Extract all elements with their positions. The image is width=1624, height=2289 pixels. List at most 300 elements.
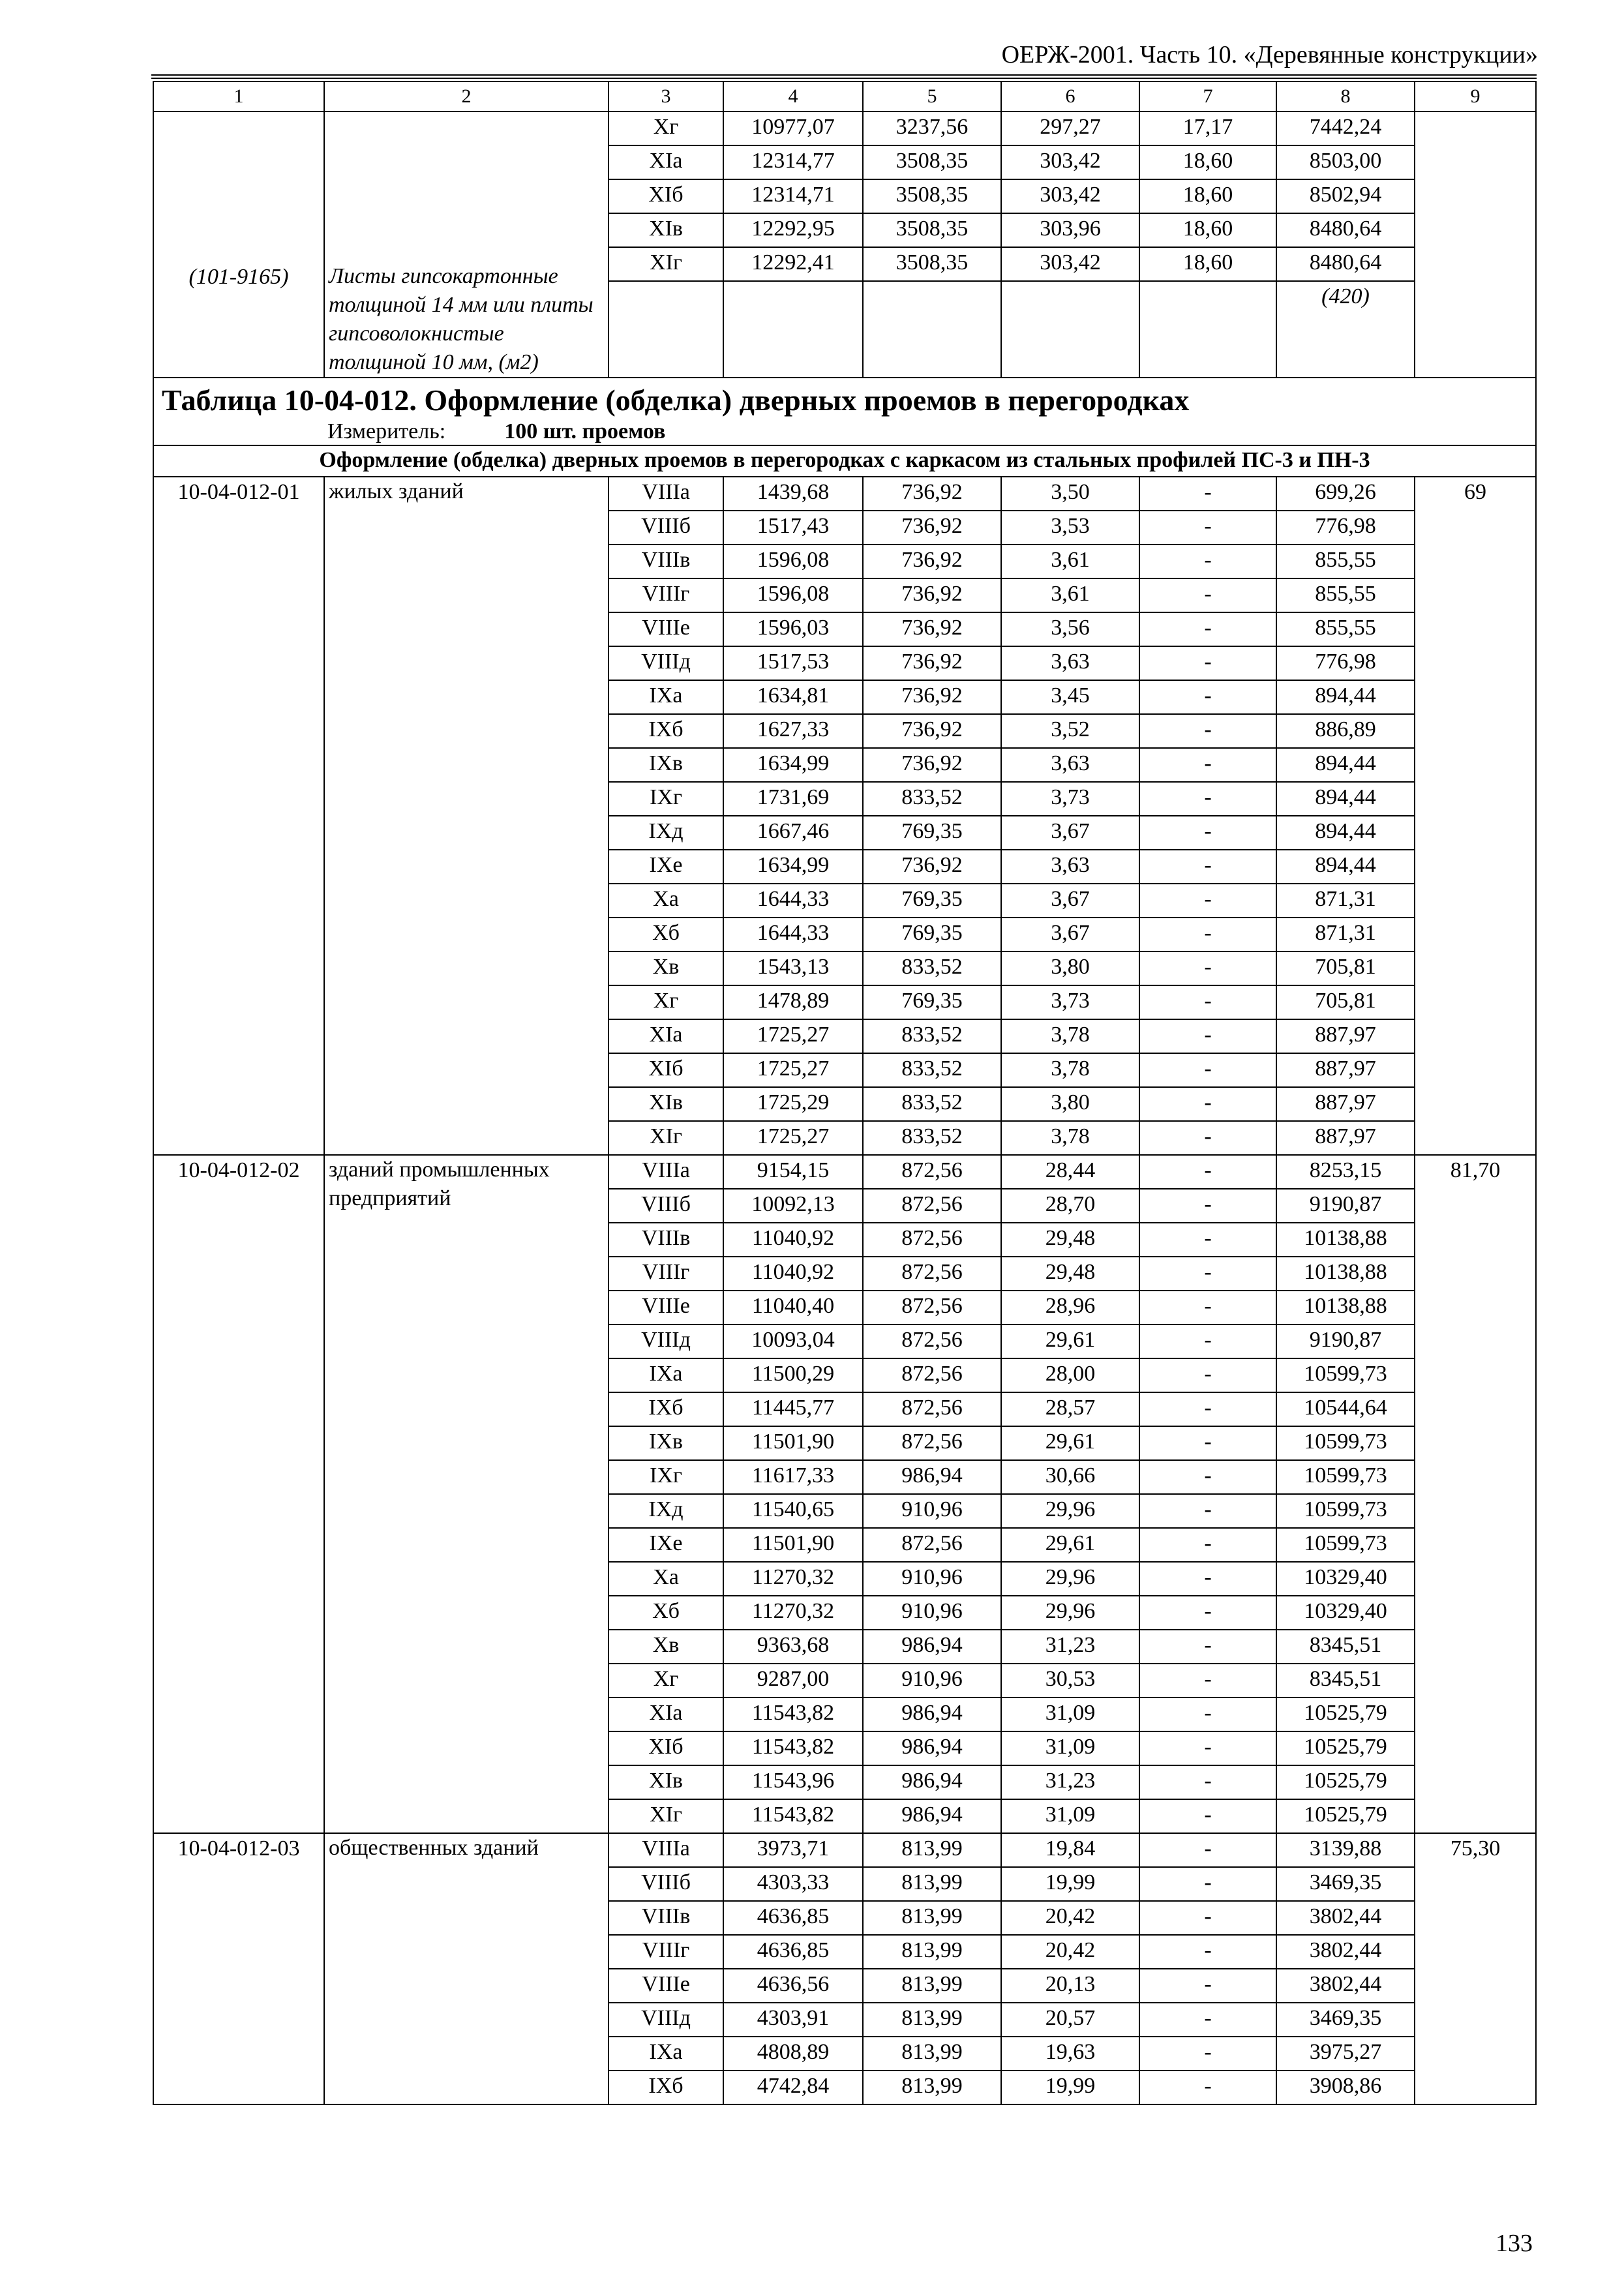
- value-cell: -: [1139, 2003, 1276, 2037]
- value-cell: 3508,35: [863, 145, 1001, 179]
- value-cell: XIв: [609, 1765, 723, 1799]
- subheader-row: [153, 445, 1536, 477]
- empty-cell: [1139, 281, 1276, 378]
- value-cell: VIIIв: [609, 1223, 723, 1257]
- value-cell: 1543,13: [723, 951, 863, 985]
- value-cell: 887,97: [1276, 1087, 1415, 1121]
- running-header: ОЕРЖ-2001. Часть 10. «Деревянные конструкции»: [1001, 41, 1538, 68]
- value-cell: -: [1139, 2071, 1276, 2104]
- value-cell: -: [1139, 680, 1276, 714]
- value-cell: XIв: [609, 213, 723, 247]
- value-cell: IXе: [609, 850, 723, 884]
- value-cell: 3,52: [1001, 714, 1139, 748]
- value-cell: 303,42: [1001, 145, 1139, 179]
- value-cell: -: [1139, 477, 1276, 511]
- name-cell: зданий промышленных предприятий: [324, 1155, 609, 1833]
- value-cell: -: [1139, 578, 1276, 612]
- value-cell: -: [1139, 1562, 1276, 1596]
- value-cell: -: [1139, 1324, 1276, 1358]
- empty-cell: [723, 281, 863, 378]
- value-cell: VIIIб: [609, 511, 723, 545]
- empty-cell: [863, 281, 1001, 378]
- value-cell: 10329,40: [1276, 1596, 1415, 1630]
- value-cell: 31,23: [1001, 1765, 1139, 1799]
- value-cell: 8503,00: [1276, 145, 1415, 179]
- value-cell: 29,61: [1001, 1324, 1139, 1358]
- value-cell: 3,78: [1001, 1121, 1139, 1155]
- value-cell: VIIIг: [609, 1935, 723, 1969]
- value-cell: 872,56: [863, 1189, 1001, 1223]
- value-cell: IXб: [609, 1392, 723, 1426]
- value-cell: 28,70: [1001, 1189, 1139, 1223]
- value-cell: 3,56: [1001, 612, 1139, 646]
- value-cell: 4636,85: [723, 1935, 863, 1969]
- value-cell: 769,35: [863, 985, 1001, 1019]
- value-cell: -: [1139, 1291, 1276, 1324]
- value-cell: 813,99: [863, 2003, 1001, 2037]
- value-cell: XIа: [609, 1698, 723, 1731]
- value-cell: 894,44: [1276, 680, 1415, 714]
- value-cell: 11040,92: [723, 1223, 863, 1257]
- value-cell: 1644,33: [723, 918, 863, 951]
- value-cell: 11540,65: [723, 1494, 863, 1528]
- value-cell: VIIIв: [609, 545, 723, 578]
- value-cell: 19,63: [1001, 2037, 1139, 2071]
- value-cell: 894,44: [1276, 782, 1415, 816]
- value-cell: 11617,33: [723, 1460, 863, 1494]
- value-cell: -: [1139, 918, 1276, 951]
- value-cell: 1596,08: [723, 545, 863, 578]
- value-cell: 3469,35: [1276, 1867, 1415, 1901]
- value-cell: 303,42: [1001, 247, 1139, 281]
- value-cell: Xа: [609, 1562, 723, 1596]
- value-cell: -: [1139, 1867, 1276, 1901]
- table-body: [153, 82, 1536, 2104]
- value-cell: -: [1139, 1019, 1276, 1053]
- column-number: 1: [153, 82, 324, 112]
- value-cell: -: [1139, 985, 1276, 1019]
- value-cell: -: [1139, 1935, 1276, 1969]
- col9-cell: 75,30: [1415, 1833, 1536, 2104]
- value-cell: -: [1139, 1596, 1276, 1630]
- value-cell: 9287,00: [723, 1664, 863, 1698]
- value-cell: 30,66: [1001, 1460, 1139, 1494]
- value-cell: 9190,87: [1276, 1324, 1415, 1358]
- value-cell: 20,13: [1001, 1969, 1139, 2003]
- value-cell: 10525,79: [1276, 1765, 1415, 1799]
- value-cell: -: [1139, 1189, 1276, 1223]
- measure-line: [158, 419, 1531, 445]
- value-cell: VIIIд: [609, 1324, 723, 1358]
- value-cell: -: [1139, 1426, 1276, 1460]
- value-cell: 11270,32: [723, 1596, 863, 1630]
- value-cell: Xв: [609, 1630, 723, 1664]
- value-cell: 20,42: [1001, 1935, 1139, 1969]
- header-rule-double: [151, 78, 1537, 79]
- value-cell: 11500,29: [723, 1358, 863, 1392]
- value-cell: 1667,46: [723, 816, 863, 850]
- value-cell: -: [1139, 1121, 1276, 1155]
- table-row: [153, 112, 1536, 145]
- value-cell: 4636,56: [723, 1969, 863, 2003]
- value-cell: IXе: [609, 1528, 723, 1562]
- value-cell: IXа: [609, 680, 723, 714]
- value-cell: 19,84: [1001, 1833, 1139, 1867]
- value-cell: IXд: [609, 1494, 723, 1528]
- value-cell: 3,73: [1001, 985, 1139, 1019]
- value-cell: 29,61: [1001, 1528, 1139, 1562]
- value-cell: 19,99: [1001, 1867, 1139, 1901]
- value-cell: 28,57: [1001, 1392, 1139, 1426]
- value-cell: IXа: [609, 2037, 723, 2071]
- value-cell: 1596,08: [723, 578, 863, 612]
- value-cell: 10599,73: [1276, 1528, 1415, 1562]
- value-cell: 736,92: [863, 748, 1001, 782]
- value-cell: XIа: [609, 145, 723, 179]
- value-cell: 3139,88: [1276, 1833, 1415, 1867]
- value-cell: 10977,07: [723, 112, 863, 145]
- value-cell: 833,52: [863, 1121, 1001, 1155]
- value-cell: 31,09: [1001, 1698, 1139, 1731]
- value-cell: 986,94: [863, 1460, 1001, 1494]
- value-cell: 11543,82: [723, 1731, 863, 1765]
- value-cell: 10138,88: [1276, 1291, 1415, 1324]
- value-cell: -: [1139, 1223, 1276, 1257]
- value-cell: XIг: [609, 1799, 723, 1833]
- value-cell: 10544,64: [1276, 1392, 1415, 1426]
- measure-label: Измеритель:: [327, 419, 446, 443]
- value-cell: 11543,82: [723, 1799, 863, 1833]
- value-cell: 871,31: [1276, 884, 1415, 918]
- code-cell: (101-9165): [153, 112, 324, 378]
- value-cell: -: [1139, 1901, 1276, 1935]
- value-cell: 11501,90: [723, 1528, 863, 1562]
- value-cell: 986,94: [863, 1698, 1001, 1731]
- value-cell: VIIIг: [609, 1257, 723, 1291]
- value-cell: 776,98: [1276, 511, 1415, 545]
- value-cell: 9363,68: [723, 1630, 863, 1664]
- value-cell: 3,80: [1001, 951, 1139, 985]
- value-cell: 4636,85: [723, 1901, 863, 1935]
- value-cell: 29,48: [1001, 1223, 1139, 1257]
- value-cell: VIIIб: [609, 1189, 723, 1223]
- value-cell: Xг: [609, 112, 723, 145]
- value-cell: 872,56: [863, 1528, 1001, 1562]
- table-row: [153, 1833, 1536, 1867]
- value-cell: IXг: [609, 1460, 723, 1494]
- value-cell: 11543,82: [723, 1698, 863, 1731]
- col9-cell: [1415, 112, 1536, 378]
- value-cell: -: [1139, 2037, 1276, 2071]
- value-cell: -: [1139, 1969, 1276, 2003]
- price-table: [153, 81, 1537, 2105]
- value-cell: 813,99: [863, 1935, 1001, 1969]
- value-cell: 1731,69: [723, 782, 863, 816]
- value-cell: 4808,89: [723, 2037, 863, 2071]
- value-cell: -: [1139, 816, 1276, 850]
- table-row: [153, 477, 1536, 511]
- value-cell: 18,60: [1139, 247, 1276, 281]
- value-cell: 886,89: [1276, 714, 1415, 748]
- value-cell: Xа: [609, 884, 723, 918]
- value-cell: 29,96: [1001, 1494, 1139, 1528]
- value-cell: 736,92: [863, 680, 1001, 714]
- value-cell: 31,09: [1001, 1731, 1139, 1765]
- value-cell: 10093,04: [723, 1324, 863, 1358]
- value-cell: 872,56: [863, 1257, 1001, 1291]
- value-cell: VIIIб: [609, 1867, 723, 1901]
- value-cell: Xг: [609, 1664, 723, 1698]
- value-cell: 736,92: [863, 477, 1001, 511]
- value-cell: 11040,92: [723, 1257, 863, 1291]
- value-cell: 736,92: [863, 511, 1001, 545]
- value-cell: 910,96: [863, 1664, 1001, 1698]
- value-cell: 29,61: [1001, 1426, 1139, 1460]
- value-cell: 872,56: [863, 1426, 1001, 1460]
- value-cell: 887,97: [1276, 1019, 1415, 1053]
- value-cell: 1627,33: [723, 714, 863, 748]
- value-cell: 855,55: [1276, 612, 1415, 646]
- value-cell: 7442,24: [1276, 112, 1415, 145]
- value-cell: 8480,64: [1276, 247, 1415, 281]
- value-cell: VIIIе: [609, 612, 723, 646]
- value-cell: 12314,77: [723, 145, 863, 179]
- value-cell: 1478,89: [723, 985, 863, 1019]
- value-cell: VIIIд: [609, 2003, 723, 2037]
- value-cell: -: [1139, 646, 1276, 680]
- value-cell: 10138,88: [1276, 1223, 1415, 1257]
- value-cell: 813,99: [863, 2071, 1001, 2104]
- value-cell: 1439,68: [723, 477, 863, 511]
- column-number: 2: [324, 82, 609, 112]
- value-cell: 3469,35: [1276, 2003, 1415, 2037]
- value-cell: 3,67: [1001, 918, 1139, 951]
- value-cell: 3802,44: [1276, 1935, 1415, 1969]
- value-cell: 813,99: [863, 1901, 1001, 1935]
- value-cell: 3,53: [1001, 511, 1139, 545]
- value-cell: IXа: [609, 1358, 723, 1392]
- value-cell: 12292,41: [723, 247, 863, 281]
- value-cell: 28,44: [1001, 1155, 1139, 1189]
- value-cell: XIб: [609, 179, 723, 213]
- value-cell: 986,94: [863, 1731, 1001, 1765]
- value-cell: 3508,35: [863, 213, 1001, 247]
- value-cell: -: [1139, 1698, 1276, 1731]
- value-cell: 769,35: [863, 884, 1001, 918]
- value-cell: -: [1139, 714, 1276, 748]
- value-cell: 3802,44: [1276, 1901, 1415, 1935]
- value-cell: 894,44: [1276, 748, 1415, 782]
- value-cell: IXд: [609, 816, 723, 850]
- value-cell: 872,56: [863, 1324, 1001, 1358]
- value-cell: 1634,99: [723, 850, 863, 884]
- value-cell: 3,73: [1001, 782, 1139, 816]
- value-cell: IXв: [609, 1426, 723, 1460]
- value-cell: 31,09: [1001, 1799, 1139, 1833]
- value-cell: 4742,84: [723, 2071, 863, 2104]
- value-cell: 887,97: [1276, 1121, 1415, 1155]
- value-cell: 833,52: [863, 1087, 1001, 1121]
- value-cell: 303,42: [1001, 179, 1139, 213]
- value-cell: XIг: [609, 247, 723, 281]
- value-cell: 833,52: [863, 782, 1001, 816]
- value-cell: 8253,15: [1276, 1155, 1415, 1189]
- value-cell: -: [1139, 1528, 1276, 1562]
- value-cell: XIб: [609, 1731, 723, 1765]
- value-cell: 11501,90: [723, 1426, 863, 1460]
- value-cell: 1596,03: [723, 612, 863, 646]
- value-cell: 8345,51: [1276, 1664, 1415, 1698]
- value-cell: 887,97: [1276, 1053, 1415, 1087]
- value-cell: 17,17: [1139, 112, 1276, 145]
- value-cell: -: [1139, 1731, 1276, 1765]
- value-cell: 8345,51: [1276, 1630, 1415, 1664]
- value-cell: 855,55: [1276, 545, 1415, 578]
- value-cell: 29,96: [1001, 1596, 1139, 1630]
- value-cell: 986,94: [863, 1765, 1001, 1799]
- value-cell: 3975,27: [1276, 2037, 1415, 2071]
- value-cell: 894,44: [1276, 816, 1415, 850]
- value-cell: 871,31: [1276, 918, 1415, 951]
- value-cell: 1725,27: [723, 1121, 863, 1155]
- value-cell: 986,94: [863, 1799, 1001, 1833]
- header-rule: [151, 74, 1537, 76]
- value-cell: 10599,73: [1276, 1358, 1415, 1392]
- column-number: 6: [1001, 82, 1139, 112]
- value-cell: 813,99: [863, 1969, 1001, 2003]
- value-cell: VIIIа: [609, 1833, 723, 1867]
- value-cell: 705,81: [1276, 985, 1415, 1019]
- value-cell: -: [1139, 884, 1276, 918]
- empty-cell: [609, 281, 723, 378]
- value-cell: 833,52: [863, 1019, 1001, 1053]
- value-cell: 8502,94: [1276, 179, 1415, 213]
- value-cell: 30,53: [1001, 1664, 1139, 1698]
- value-cell: -: [1139, 1494, 1276, 1528]
- value-cell: 3508,35: [863, 247, 1001, 281]
- value-cell: IXв: [609, 748, 723, 782]
- value-cell: 12292,95: [723, 213, 863, 247]
- value-cell: -: [1139, 1392, 1276, 1426]
- value-cell: 4303,91: [723, 2003, 863, 2037]
- empty-cell: [1001, 281, 1139, 378]
- col9-cell: 81,70: [1415, 1155, 1536, 1833]
- value-cell: 776,98: [1276, 646, 1415, 680]
- value-cell: XIв: [609, 1087, 723, 1121]
- name-cell: Листы гипсокартонные толщиной 14 мм или плиты гипсоволокнистые толщиной 10 мм, (м2): [324, 112, 609, 378]
- value-cell: IXг: [609, 782, 723, 816]
- value-cell: 986,94: [863, 1630, 1001, 1664]
- value-cell: 31,23: [1001, 1630, 1139, 1664]
- value-cell: -: [1139, 612, 1276, 646]
- value-cell: 1644,33: [723, 884, 863, 918]
- value-cell: 29,48: [1001, 1257, 1139, 1291]
- value-cell: -: [1139, 748, 1276, 782]
- value-cell: 10138,88: [1276, 1257, 1415, 1291]
- value-cell: 3,63: [1001, 850, 1139, 884]
- column-number-row: [153, 82, 1536, 112]
- value-cell: -: [1139, 1664, 1276, 1698]
- value-cell: 10525,79: [1276, 1698, 1415, 1731]
- value-cell: 10599,73: [1276, 1426, 1415, 1460]
- value-cell: -: [1139, 1358, 1276, 1392]
- value-cell: -: [1139, 1630, 1276, 1664]
- table-title-cell: [153, 378, 1536, 445]
- value-cell: 3908,86: [1276, 2071, 1415, 2104]
- column-number: 8: [1276, 82, 1415, 112]
- value-cell: 769,35: [863, 918, 1001, 951]
- value-cell: 10525,79: [1276, 1731, 1415, 1765]
- value-cell: 3,78: [1001, 1019, 1139, 1053]
- value-cell: 833,52: [863, 951, 1001, 985]
- value-cell: 910,96: [863, 1596, 1001, 1630]
- value-cell: 19,99: [1001, 2071, 1139, 2104]
- value-cell: 297,27: [1001, 112, 1139, 145]
- value-cell: 1725,27: [723, 1053, 863, 1087]
- value-cell: 11543,96: [723, 1765, 863, 1799]
- value-cell: 736,92: [863, 578, 1001, 612]
- value-cell: 813,99: [863, 1867, 1001, 1901]
- value-cell: -: [1139, 782, 1276, 816]
- value-cell: 3,78: [1001, 1053, 1139, 1087]
- value-cell: 736,92: [863, 850, 1001, 884]
- value-cell: 3,63: [1001, 646, 1139, 680]
- value-cell: -: [1139, 850, 1276, 884]
- measure-value: 100 шт. проемов: [504, 419, 666, 443]
- value-cell: 18,60: [1139, 179, 1276, 213]
- column-number: 5: [863, 82, 1001, 112]
- value-cell: 20,57: [1001, 2003, 1139, 2037]
- value-cell: 18,60: [1139, 145, 1276, 179]
- value-cell: 910,96: [863, 1562, 1001, 1596]
- value-cell: 736,92: [863, 612, 1001, 646]
- value-cell: 3508,35: [863, 179, 1001, 213]
- value-cell: 3,80: [1001, 1087, 1139, 1121]
- value-cell: 10599,73: [1276, 1460, 1415, 1494]
- code-cell: 10-04-012-02: [153, 1155, 324, 1833]
- value-cell: 10599,73: [1276, 1494, 1415, 1528]
- value-cell: 769,35: [863, 816, 1001, 850]
- table-row: [153, 1155, 1536, 1189]
- column-number: 3: [609, 82, 723, 112]
- value-cell: 872,56: [863, 1155, 1001, 1189]
- value-cell: 11270,32: [723, 1562, 863, 1596]
- value-cell: 1725,29: [723, 1087, 863, 1121]
- value-cell: 20,42: [1001, 1901, 1139, 1935]
- value-cell: 1517,43: [723, 511, 863, 545]
- value-cell: 12314,71: [723, 179, 863, 213]
- value-cell: 3802,44: [1276, 1969, 1415, 2003]
- value-cell: 736,92: [863, 545, 1001, 578]
- value-cell: VIIIд: [609, 646, 723, 680]
- value-cell: 3,61: [1001, 545, 1139, 578]
- column-number: 7: [1139, 82, 1276, 112]
- value-cell: 872,56: [863, 1291, 1001, 1324]
- value-cell: 28,96: [1001, 1291, 1139, 1324]
- value-cell: 3,61: [1001, 578, 1139, 612]
- value-cell: 1517,53: [723, 646, 863, 680]
- value-cell: 11040,40: [723, 1291, 863, 1324]
- value-cell: 705,81: [1276, 951, 1415, 985]
- value-cell: -: [1139, 1833, 1276, 1867]
- value-cell: -: [1139, 1765, 1276, 1799]
- value-cell: 872,56: [863, 1358, 1001, 1392]
- value-cell: -: [1139, 1087, 1276, 1121]
- value-cell: 736,92: [863, 646, 1001, 680]
- value-cell: XIа: [609, 1019, 723, 1053]
- value-cell: 910,96: [863, 1494, 1001, 1528]
- value-cell: -: [1139, 545, 1276, 578]
